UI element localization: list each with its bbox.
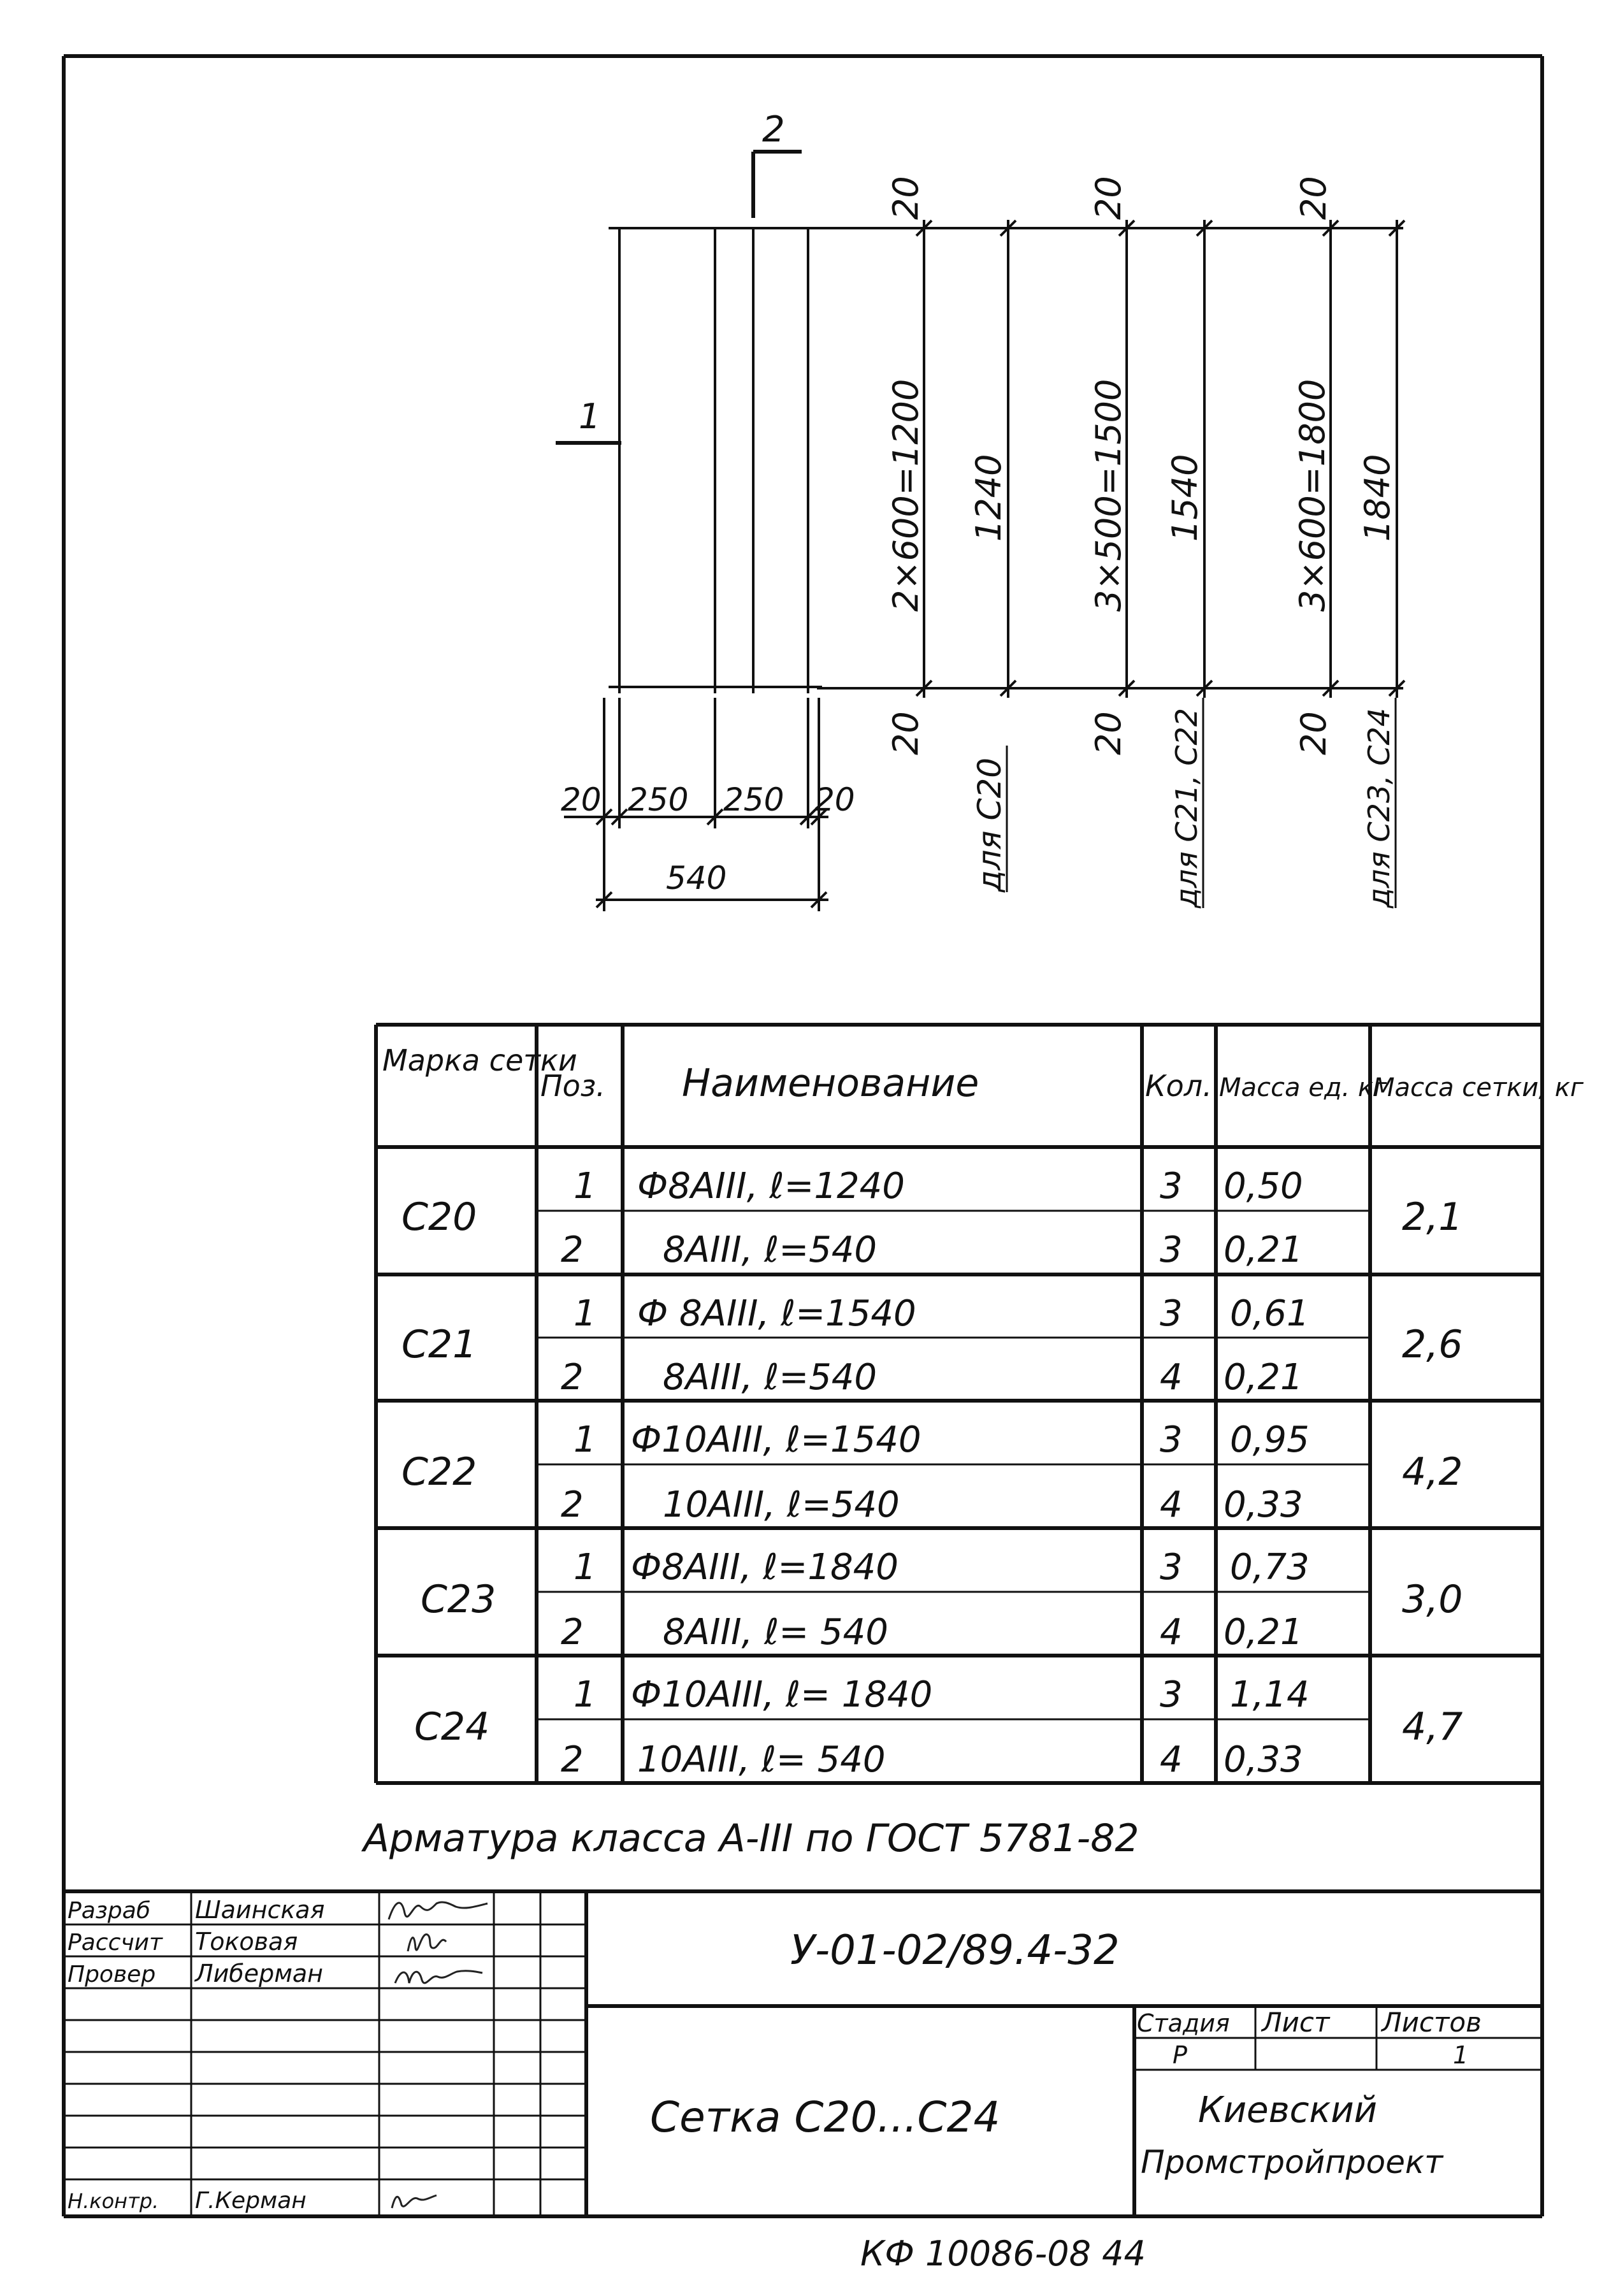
width-dim-2: 250 [628, 781, 689, 818]
mesh-mark: С21 [401, 1322, 477, 1367]
header-unit-mass: Масса ед. кг [1219, 1073, 1387, 1102]
row-name: Ф8АIII, ℓ=1240 [637, 1166, 905, 1207]
organization-line-1: Киевский [1198, 2090, 1378, 2131]
row-qty: 4 [1160, 1612, 1183, 1653]
mesh-total-mass: 2,1 [1402, 1195, 1463, 1239]
width-dim-4: 20 [814, 781, 855, 818]
section-mark: 2 [762, 109, 785, 150]
span-dim-c23: 1840 [1357, 454, 1398, 542]
mesh-total-mass: 4,2 [1402, 1450, 1463, 1494]
row-qty: 3 [1160, 1293, 1183, 1334]
header-mark-text: Марка сетки [382, 1043, 577, 1078]
reinforcement-note: Арматура класса А-III по ГОСТ 5781-82 [363, 1816, 1139, 1861]
row-name: Ф10АIII, ℓ=1540 [631, 1419, 921, 1461]
role-norm-control: Н.контр. [68, 2189, 159, 2213]
row-name: 8АIII, ℓ=540 [663, 1229, 878, 1271]
row-name: 8АIII, ℓ= 540 [663, 1612, 888, 1653]
name-norm-control: Г.Керман [195, 2188, 307, 2214]
row-name: Ф10АIII, ℓ= 1840 [631, 1674, 933, 1715]
mesh-mark: С23 [421, 1577, 496, 1622]
span-dim-c21: 1540 [1165, 454, 1205, 542]
header-pos: Поз. [540, 1069, 605, 1103]
row-pos: 2 [561, 1484, 584, 1526]
role-calculated: Рассчит [68, 1930, 163, 1956]
width-dim-3: 250 [723, 781, 784, 818]
header-name: Наименование [682, 1061, 979, 1106]
bottom-dim-1: 20 [886, 711, 926, 755]
row-name: 10АIII, ℓ= 540 [637, 1739, 886, 1780]
row-pos: 1 [574, 1674, 596, 1715]
mesh-mark: С20 [401, 1195, 477, 1239]
stage-value-stage: Р [1173, 2041, 1187, 2069]
row-mass: 0,50 [1224, 1166, 1303, 1207]
specification-table [376, 1025, 1584, 1783]
row-pos: 1 [574, 1419, 596, 1461]
document-code: У-01-02/89.4-32 [790, 1927, 1120, 1974]
row-qty: 3 [1160, 1674, 1183, 1715]
top-dim-1: 20 [886, 176, 926, 220]
span-dim-c23-inner: 3×600=1800 [1292, 379, 1333, 612]
row-mass: 0,21 [1224, 1612, 1303, 1653]
label-for-c20: для С20 [971, 757, 1008, 892]
row-name: Ф8АIII, ℓ=1840 [631, 1547, 899, 1588]
total-width-dim: 540 [666, 860, 727, 897]
top-dim-2: 20 [1088, 176, 1129, 220]
stage-header-stage: Стадия [1137, 2009, 1230, 2037]
bottom-dim-3: 20 [1294, 711, 1334, 755]
row-pos: 2 [561, 1357, 584, 1398]
row-qty: 3 [1160, 1166, 1183, 1207]
span-dim-c20-inner: 2×600=1200 [886, 379, 926, 612]
name-calculated: Токовая [195, 1928, 298, 1956]
row-qty: 4 [1160, 1484, 1183, 1526]
row-mass: 0,21 [1224, 1229, 1303, 1271]
row-mass: 1,14 [1230, 1674, 1310, 1715]
signature-checked [395, 1971, 482, 1983]
row-pos: 2 [561, 1612, 584, 1653]
top-dim-3: 20 [1294, 176, 1334, 220]
signature-norm-control [392, 2195, 437, 2208]
role-developer: Разраб [68, 1898, 151, 1924]
name-developer: Шаинская [195, 1896, 325, 1924]
signature-calculated [408, 1935, 446, 1951]
drawing-title: Сетка С20...С24 [650, 2093, 1000, 2142]
stage-header-sheets: Листов [1382, 2007, 1482, 2038]
row-pos: 1 [574, 1293, 596, 1334]
title-block [64, 1891, 1542, 2216]
header-mesh-mass: Масса сетки, кг [1373, 1073, 1584, 1102]
label-for-c21-c22: для С21, С22 [1169, 707, 1204, 908]
row-mass: 0,61 [1230, 1293, 1310, 1334]
name-checked: Либерман [195, 1960, 324, 1988]
mesh-drawing [556, 109, 1405, 911]
mesh-total-mass: 2,6 [1402, 1322, 1463, 1367]
row-qty: 4 [1160, 1357, 1183, 1398]
row-name: 8АIII, ℓ=540 [663, 1357, 878, 1398]
row-pos: 2 [561, 1739, 584, 1780]
mesh-mark: С22 [401, 1450, 477, 1494]
span-dim-c21-inner: 3×500=1500 [1088, 379, 1129, 612]
row-mass: 0,33 [1224, 1484, 1303, 1526]
row-qty: 3 [1160, 1229, 1183, 1271]
header-qty: Кол. [1145, 1069, 1212, 1103]
row-mass: 0,21 [1224, 1357, 1303, 1398]
organization-line-2: Промстройпроект [1141, 2144, 1443, 2181]
row-name: Ф 8АIII, ℓ=1540 [637, 1293, 916, 1334]
row-qty: 3 [1160, 1419, 1183, 1461]
span-dim-c20: 1240 [969, 454, 1009, 542]
mesh-mark: С24 [414, 1705, 490, 1749]
archive-number: КФ 10086-08 44 [860, 2234, 1146, 2274]
row-mass: 0,95 [1230, 1419, 1310, 1461]
stage-value-sheets: 1 [1453, 2041, 1469, 2069]
row-mass: 0,73 [1230, 1547, 1310, 1588]
mesh-total-mass: 4,7 [1402, 1705, 1463, 1749]
bar-position-mark: 1 [579, 396, 601, 437]
row-qty: 3 [1160, 1547, 1183, 1588]
row-name: 10АIII, ℓ=540 [663, 1484, 900, 1526]
row-mass: 0,33 [1224, 1739, 1303, 1780]
row-pos: 1 [574, 1547, 596, 1588]
stage-header-sheet: Лист [1262, 2007, 1330, 2038]
signature-developer [389, 1902, 488, 1919]
width-dim-1: 20 [561, 781, 602, 818]
row-qty: 4 [1160, 1739, 1183, 1780]
mesh-total-mass: 3,0 [1402, 1577, 1463, 1622]
bottom-dim-2: 20 [1088, 711, 1129, 755]
label-for-c23-c24: для С23, С24 [1362, 707, 1396, 908]
row-pos: 1 [574, 1166, 596, 1207]
role-checked: Провер [68, 1961, 156, 1988]
row-pos: 2 [561, 1229, 584, 1271]
